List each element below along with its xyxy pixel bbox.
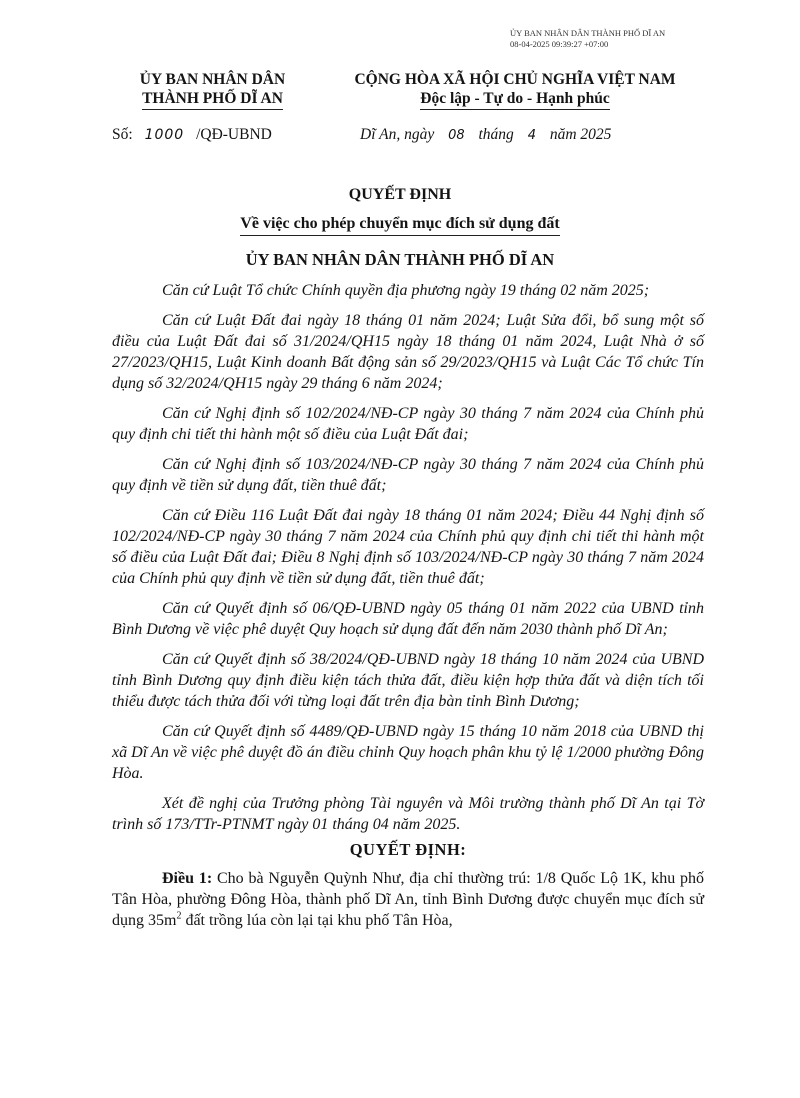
- date-month: 4: [527, 128, 536, 143]
- legal-basis-paragraph: Căn cứ Quyết định số 38/2024/QĐ-UBND ngày 18 tháng 10 năm 2024 của UBND tỉnh Bình Dương quy định điều kiện tách thửa đất, điều kiện hợp thửa đất và diện tích tối thiểu được tách thửa đối với từng loại đất trên địa bàn tỉnh Bình Dương;: [112, 651, 704, 710]
- article-1-superscript: 2: [176, 910, 182, 922]
- handwritten-number: 1000: [144, 127, 185, 143]
- stamp-org: ỦY BAN NHÂN DÂN THÀNH PHỐ DĨ AN: [510, 28, 666, 38]
- decision-subject-wrap: [0, 215, 800, 236]
- legal-basis-paragraph: Căn cứ Luật Tổ chức Chính quyền địa phương ngày 19 tháng 02 năm 2025;: [162, 282, 650, 299]
- legal-basis-paragraph: Căn cứ Nghị định số 102/2024/NĐ-CP ngày 30 tháng 7 năm 2024 của Chính phủ quy định chi tiết thi hành một số điều của Luật Đất đai;: [112, 405, 704, 443]
- issuer-line-1: ỦY BAN NHÂN DÂN: [139, 71, 286, 88]
- document-body: [112, 280, 704, 940]
- national-motto: Độc lập - Tự do - Hạnh phúc: [420, 89, 609, 110]
- number-suffix: /QĐ-UBND: [196, 126, 272, 143]
- legal-basis-paragraph: Căn cứ Điều 116 Luật Đất đai ngày 18 tháng 01 năm 2024; Điều 44 Nghị định số 102/2024/NĐ-CP ngày 30 tháng 7 năm 2024 của Chính phủ quy định chi tiết thi hành một số điều của Luật Đất đai; Điều 8 Nghị định số 103/2024/NĐ-CP ngày 30 tháng 7 năm 2024 của Chính phủ quy định về tiền sử dụng đất, tiền thuê đất;: [112, 507, 704, 587]
- proposal-paragraph: Xét đề nghị của Trưởng phòng Tài nguyên và Môi trường thành phố Dĩ An tại Tờ trình số 173/TTr-PTNMT ngày 01 tháng 04 năm 2025.: [112, 795, 704, 833]
- legal-basis-paragraph: Căn cứ Nghị định số 103/2024/NĐ-CP ngày 30 tháng 7 năm 2024 của Chính phủ quy định về tiền sử dụng đất, tiền thuê đất;: [112, 456, 704, 494]
- article-1-text-after: đất trồng lúa còn lại tại khu phố Tân Hòa,: [181, 912, 453, 929]
- document-number: [112, 126, 272, 144]
- decision-subject: Về việc cho phép chuyển mục đích sử dụng đất: [240, 215, 559, 236]
- digital-signature-stamp: [510, 28, 750, 50]
- article-1: [112, 868, 704, 931]
- legal-basis-paragraph: Căn cứ Luật Đất đai ngày 18 tháng 01 năm 2024; Luật Sửa đổi, bổ sung một số điều của Luật Đất đai số 31/2024/QH15 ngày 18 tháng 01 năm 2024, Luật Nhà ở số 27/2023/QH15, Luật Kinh doanh Bất động sản số 29/2023/QH15 và Luật Các Tổ chức Tín dụng số 32/2024/QH15 ngày 29 tháng 6 năm 2024;: [112, 312, 704, 392]
- national-motto-block: [320, 70, 710, 110]
- legal-basis-paragraph: Căn cứ Quyết định số 06/QĐ-UBND ngày 05 tháng 01 năm 2022 của UBND tỉnh Bình Dương về việc phê duyệt Quy hoạch sử dụng đất đến năm 2030 thành phố Dĩ An;: [112, 600, 704, 638]
- article-1-label: Điều 1:: [162, 870, 213, 887]
- date-place: Dĩ An, ngày: [360, 126, 435, 143]
- issuer-block: [110, 70, 315, 110]
- country-name: CỘNG HÒA XÃ HỘI CHỦ NGHĨA VIỆT NAM: [354, 71, 676, 88]
- decision-title: QUYẾT ĐỊNH: [348, 186, 452, 203]
- date-year: năm 2025: [549, 126, 612, 143]
- document-date: [360, 126, 611, 144]
- decision-issuer: ỦY BAN NHÂN DÂN THÀNH PHỐ DĨ AN: [245, 250, 555, 269]
- date-day: 08: [448, 128, 465, 143]
- decision-heading: QUYẾT ĐỊNH:: [349, 840, 467, 859]
- stamp-timestamp: 08-04-2025 09:39:27 +07:00: [510, 39, 609, 49]
- number-prefix: Số:: [112, 126, 133, 143]
- issuer-line-2: THÀNH PHỐ DĨ AN: [142, 89, 283, 110]
- legal-basis-paragraph: Căn cứ Quyết định số 4489/QĐ-UBND ngày 15 tháng 10 năm 2018 của UBND thị xã Dĩ An về việc phê duyệt đồ án điều chỉnh Quy hoạch phân khu tỷ lệ 1/2000 phường Đông Hòa.: [112, 723, 704, 782]
- date-month-label: tháng: [478, 126, 514, 143]
- article-1-text-before: Cho bà Nguyễn Quỳnh Như, địa chỉ thường trú: 1/8 Quốc Lộ 1K, khu phố Tân Hòa, phường Đông Hòa, thành phố Dĩ An, tỉnh Bình Dương được chuyển mục đích sử dụng 35m: [112, 870, 705, 929]
